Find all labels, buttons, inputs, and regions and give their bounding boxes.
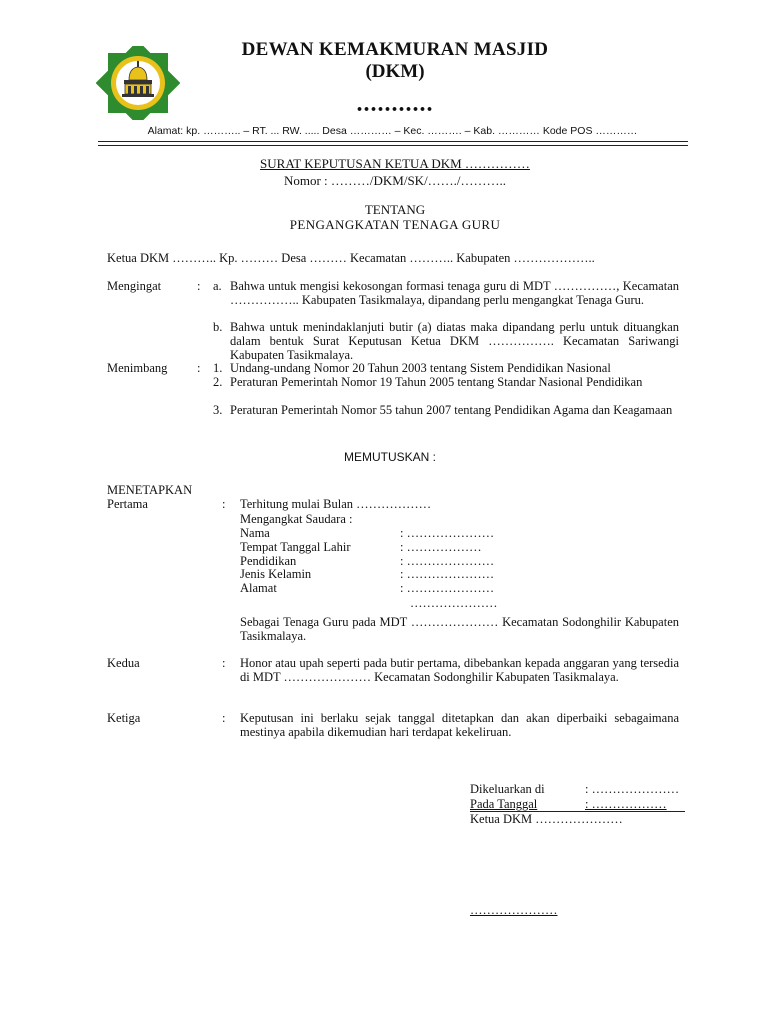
issued-at-value: : ………………… (585, 782, 680, 796)
field-value: : ………………… (400, 567, 495, 581)
field-value: : ………………… (400, 554, 495, 568)
mengingat-label: Mengingat (107, 279, 162, 293)
menimbang-item-text: Peraturan Pemerintah Nomor 55 tahun 2007 tentang Pendidikan Agama dan Keagamaan (230, 403, 673, 417)
menimbang-item-marker: 1. (213, 361, 223, 375)
logo-spire (137, 61, 139, 67)
kedua-colon: : (222, 656, 226, 670)
header-rule-thin (98, 145, 688, 146)
kedua-label: Kedua (107, 656, 140, 670)
logo-window-4 (146, 86, 149, 94)
field-value: : ………………… (400, 581, 495, 595)
pertama-closing: Sebagai Tenaga Guru pada MDT ………………… Kecamatan Sodonghilir Kabupaten Tasikmalaya. (240, 615, 679, 643)
document-title: SURAT KEPUTUSAN KETUA DKM …………… (260, 156, 530, 171)
ketiga-colon: : (222, 711, 226, 725)
logo-window-3 (140, 86, 143, 94)
logo-window-1 (128, 86, 131, 94)
signatory-name-line: ………………… (470, 903, 558, 917)
memutuskan-heading: MEMUTUSKAN : (343, 450, 436, 464)
signatory-title: Ketua DKM ………………… (470, 812, 623, 826)
menimbang-item-text: Undang-undang Nomor 20 Tahun 2003 tentang Sistem Pendidikan Nasional (230, 361, 611, 375)
mengingat-a-text: Bahwa untuk mengisi kekosongan formasi tenaga guru di MDT ……………, Kecamatan …………….. Kabupaten Tasikmalaya, dipandang perlu mengangkat Tenaga Guru. (230, 279, 679, 307)
menimbang-item-text: Peraturan Pemerintah Nomor 19 Tahun 2005 tentang Standar Nasional Pendidikan (230, 375, 643, 389)
pertama-appoint-line: Mengangkat Saudara : (240, 512, 353, 526)
document-number: Nomor : ………/DKM/SK/……./……….. (283, 173, 507, 188)
kedua-text: Honor atau upah seperti pada butir pertama, dibebankan kepada anggaran yang tersedia di MDT ………………… Kecamatan Sodonghilir Kabupaten Tasikmalaya. (240, 656, 679, 684)
field-value: : ……………… (400, 540, 482, 554)
org-abbreviation: (DKM) (365, 61, 425, 82)
logo-roof (124, 80, 152, 84)
menimbang-item-marker: 2. (213, 375, 223, 389)
issued-at-label: Dikeluarkan di (470, 782, 545, 796)
menimbang-item-marker: 3. (213, 403, 223, 417)
document-about: TENTANG (364, 202, 426, 217)
mosque-icon (96, 46, 180, 120)
ketua-line: Ketua DKM ……….. Kp. ……… Desa ……… Kecamatan ……….. Kabupaten ……………….. (107, 251, 595, 265)
menetapkan-heading: MENETAPKAN (107, 483, 193, 497)
field-label: Nama (240, 526, 270, 540)
field-value: : ………………… (400, 526, 495, 540)
menimbang-colon: : (197, 361, 201, 375)
field-label: Jenis Kelamin (240, 567, 312, 581)
pertama-colon: : (222, 497, 226, 511)
address-line: Alamat: kp. ……….. – RT. ... RW. ..... Desa ………… – Kec. ………. – Kab. ………… Kode POS ………… (147, 125, 638, 137)
field-label: Alamat (240, 581, 277, 595)
header-rule-thick (98, 141, 688, 142)
org-title: DEWAN KEMAKMURAN MASJID (241, 39, 549, 60)
ketiga-label: Ketiga (107, 711, 141, 725)
field-label: Pendidikan (240, 554, 297, 568)
org-name-placeholder: ........... (356, 91, 434, 117)
ketiga-text: Keputusan ini berlaku sejak tanggal ditetapkan dan akan diperbaiki sebagaimana mestinya apabila dikemudian hari terdapat kekeliruan. (240, 711, 679, 739)
menimbang-label: Menimbang (107, 361, 168, 375)
logo-window-2 (134, 86, 137, 94)
alamat-extra-line: ………………… (410, 596, 498, 610)
dkm-logo (96, 46, 180, 120)
mengingat-b-text: Bahwa untuk menindaklanjuti butir (a) diatas maka dipandang perlu untuk dituangkan dalam bentuk Surat Keputusan Ketua DKM ……………. Kecamatan Sariwangi Kabupaten Tasikmalaya. (230, 320, 679, 362)
mengingat-colon: : (197, 279, 201, 293)
logo-base (122, 94, 154, 97)
issued-date-value: : ……………… (585, 797, 667, 811)
pertama-label: Pertama (107, 497, 148, 511)
mengingat-b-marker: b. (213, 320, 223, 334)
pertama-start-line: Terhitung mulai Bulan ……………… (240, 497, 432, 511)
mengingat-a-marker: a. (213, 279, 222, 293)
issued-date-label: Pada Tanggal (470, 797, 538, 811)
field-label: Tempat Tanggal Lahir (240, 540, 351, 554)
document-subject: PENGANGKATAN TENAGA GURU (289, 217, 501, 232)
